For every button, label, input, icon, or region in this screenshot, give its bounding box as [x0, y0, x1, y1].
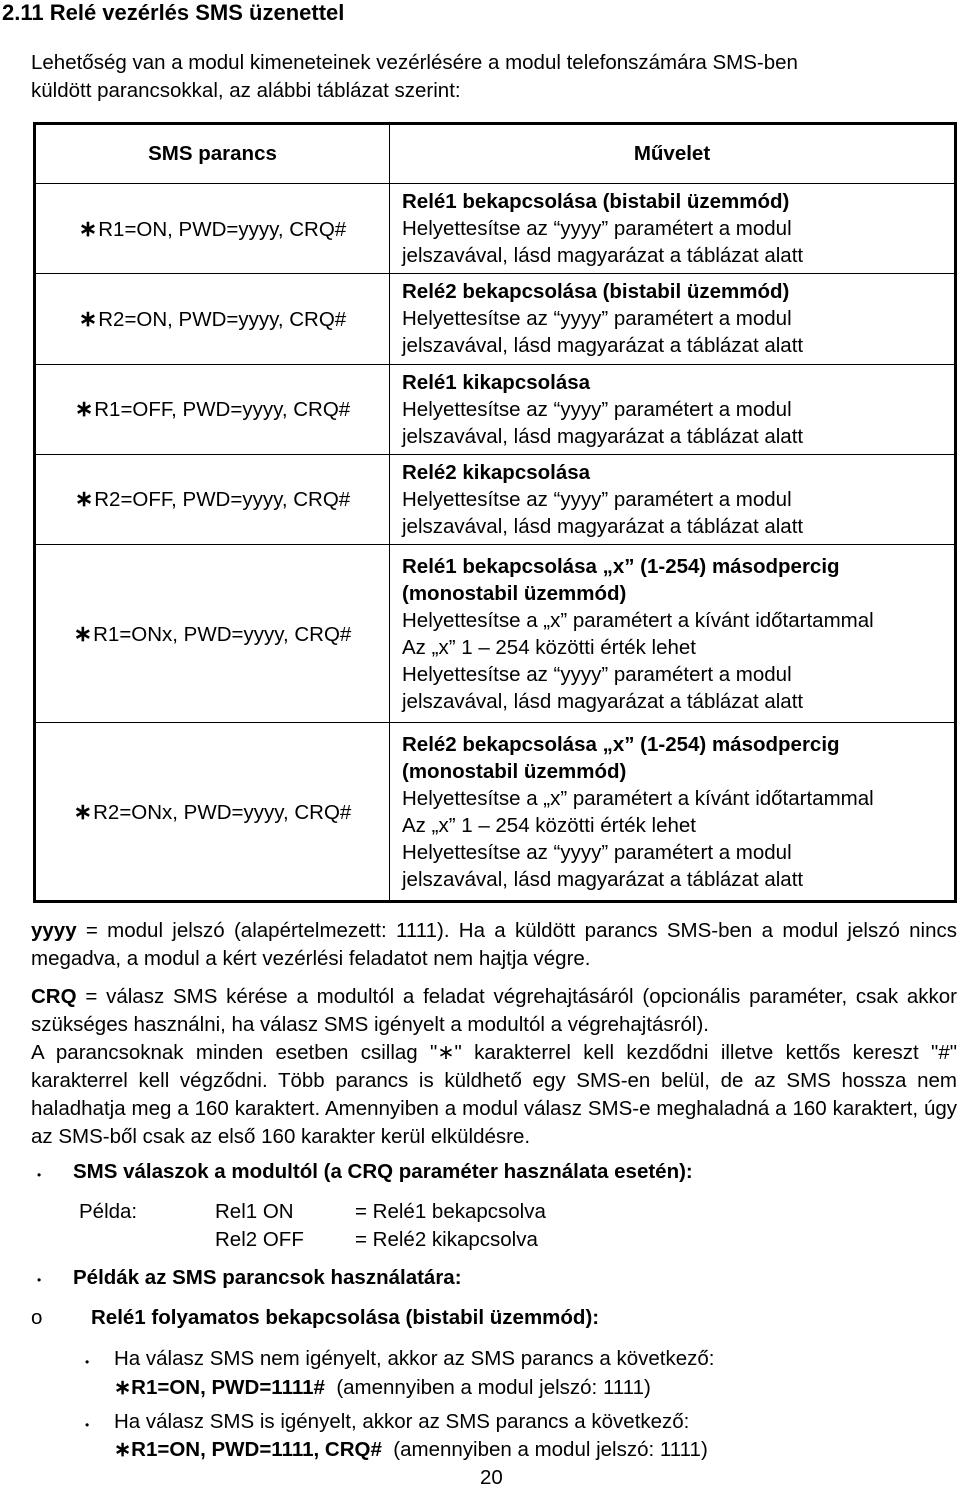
usage-subtitle: Relé1 folyamatos bekapcsolása (bistabil üzemmód): [91, 1306, 600, 1329]
command-text: R1=ON, PWD=yyyy, CRQ# [98, 217, 347, 241]
action-line: Helyettesítse az “yyyy” paramétert a modul [402, 662, 792, 686]
command-text: R1=ONx, PWD=yyyy, CRQ# [93, 622, 352, 646]
note-rules: A parancsoknak minden esetben csillag "∗" karakterrel kell kezdődni illetve kettős kereszt "#" karakterrel kell végződni. Több parancs is küldhető egy SMS-en belül, de az SMS hossza nem haladhatja meg a 160 karaktert. Amennyiben a modul válasz SMS-e meghaladná a 160 karaktert, úgy az SMS-ből csak az első 160 karakter kerül elküldésre. [31, 1041, 957, 1148]
bullet-icon: • [37, 1168, 42, 1182]
note-term: yyyy [31, 919, 77, 942]
asterisk-icon: ∗ [78, 305, 98, 331]
asterisk-icon: ∗ [73, 620, 93, 646]
usage-case-command [114, 1437, 708, 1462]
action-cell [390, 545, 956, 723]
action-line: jelszavával, lásd magyarázat a táblázat alatt [402, 244, 804, 268]
action-title-mode: (monostabil üzemmód) [402, 759, 627, 783]
bullet-icon: • [37, 1273, 42, 1287]
section-heading: 2.11 Relé vezérlés SMS üzenettel [2, 0, 345, 25]
action-cell [390, 723, 956, 902]
action-line: jelszavával, lásd magyarázat a táblázat alatt [402, 867, 804, 891]
intro-line: küldött parancsokkal, az alábbi táblázat szerint: [31, 79, 461, 102]
command-cell [35, 454, 390, 544]
command-example: ∗R1=ON, PWD=1111# [114, 1376, 325, 1399]
table-row [35, 184, 956, 274]
table-row [35, 545, 956, 723]
command-text: R1=OFF, PWD=yyyy, CRQ# [94, 398, 351, 422]
usage-title: Példák az SMS parancsok használatára: [73, 1266, 462, 1289]
sms-command-table [33, 122, 957, 903]
asterisk-icon: ∗ [74, 396, 94, 422]
action-title: Relé2 bekapcsolása „x” (1-254) másodpercig [402, 732, 840, 756]
command-cell [35, 545, 390, 723]
usage-case-command [114, 1375, 651, 1400]
command-cell [35, 364, 390, 454]
action-line: Az „x” 1 – 254 közötti érték lehet [402, 813, 696, 837]
action-cell [390, 364, 956, 454]
bullet-icon: • [85, 1418, 90, 1432]
action-line: jelszavával, lásd magyarázat a táblázat alatt [402, 514, 804, 538]
action-line: Helyettesítse az “yyyy” paramétert a modul [402, 397, 792, 421]
action-title: Relé2 kikapcsolása [402, 460, 591, 484]
asterisk-icon: ∗ [74, 486, 94, 512]
action-title: Relé1 bekapcsolása (bistabil üzemmód) [402, 190, 790, 214]
intro-line: Lehetőség van a modul kimeneteinek vezérlésére a modul telefonszámára SMS-ben [31, 51, 798, 74]
action-line: Az „x” 1 – 254 közötti érték lehet [402, 635, 696, 659]
action-title: Relé2 bekapcsolása (bistabil üzemmód) [402, 280, 790, 304]
action-line: Helyettesítse az “yyyy” paramétert a modul [402, 307, 792, 331]
note-crq [31, 983, 957, 1039]
action-line: Helyettesítse az “yyyy” paramétert a modul [402, 487, 792, 511]
example-meaning: = Relé1 bekapcsolva [355, 1200, 546, 1223]
usage-case-text: Ha válasz SMS nem igényelt, akkor az SMS parancs a következő: [114, 1347, 715, 1370]
column-header-action: Művelet [390, 124, 956, 184]
action-line: jelszavával, lásd magyarázat a táblázat alatt [402, 689, 804, 713]
command-cell [35, 184, 390, 274]
command-cell [35, 723, 390, 902]
example-code: Rel1 ON [215, 1200, 294, 1223]
notes-block [31, 917, 957, 1151]
action-line: jelszavával, lásd magyarázat a táblázat alatt [402, 334, 804, 358]
page-number: 20 [480, 1466, 503, 1489]
table-header-row [35, 124, 956, 184]
bullet-icon: • [85, 1355, 90, 1369]
table-row [35, 364, 956, 454]
example-label: Példa: [79, 1200, 138, 1223]
action-line: Helyettesítse az “yyyy” paramétert a modul [402, 217, 792, 241]
action-line: Helyettesítse a „x” paramétert a kívánt időtartammal [402, 786, 874, 810]
table-row [35, 454, 956, 544]
action-cell [390, 454, 956, 544]
intro-paragraph [31, 49, 957, 105]
action-cell [390, 184, 956, 274]
command-cell [35, 274, 390, 364]
action-cell [390, 274, 956, 364]
action-line: Helyettesítse a „x” paramétert a kívánt időtartammal [402, 608, 874, 632]
command-example: ∗R1=ON, PWD=1111, CRQ# [114, 1438, 382, 1461]
responses-title: SMS válaszok a modultól (a CRQ paraméter használata esetén): [73, 1160, 693, 1183]
command-note: (amennyiben a modul jelszó: 1111) [393, 1438, 708, 1461]
column-header-command: SMS parancs [35, 124, 390, 184]
usage-case-text: Ha válasz SMS is igényelt, akkor az SMS parancs a következő: [114, 1410, 690, 1433]
sub-bullet-icon: o [31, 1306, 43, 1329]
action-title: Relé1 kikapcsolása [402, 370, 591, 394]
table-row [35, 274, 956, 364]
command-text: R2=ON, PWD=yyyy, CRQ# [98, 307, 347, 331]
action-line: Helyettesítse az “yyyy” paramétert a modul [402, 840, 792, 864]
action-title-mode: (monostabil üzemmód) [402, 581, 627, 605]
command-note: (amennyiben a modul jelszó: 1111) [336, 1376, 651, 1399]
asterisk-icon: ∗ [78, 215, 98, 241]
note-text: = modul jelszó (alapértelmezett: 1111). Ha a küldött parancs SMS-ben a modul jelszó nincs megadva, a modul a kért vezérlési feladatot nem hajtja végre. [31, 919, 957, 970]
example-meaning: = Relé2 kikapcsolva [355, 1228, 538, 1251]
command-text: R2=ONx, PWD=yyyy, CRQ# [93, 800, 352, 824]
note-text: = válasz SMS kérése a modultól a feladat végrehajtásáról (opcionális paraméter, csak akkor szükséges használni, ha válasz SMS igényelt a modultól a végrehajtásról). [31, 985, 957, 1036]
asterisk-icon: ∗ [73, 798, 93, 824]
example-code: Rel2 OFF [215, 1228, 304, 1251]
note-yyyy [31, 917, 957, 973]
action-title: Relé1 bekapcsolása „x” (1-254) másodpercig [402, 554, 840, 578]
command-text: R2=OFF, PWD=yyyy, CRQ# [94, 488, 351, 512]
note-term: CRQ [31, 985, 77, 1008]
action-line: jelszavával, lásd magyarázat a táblázat alatt [402, 424, 804, 448]
table-row [35, 723, 956, 902]
